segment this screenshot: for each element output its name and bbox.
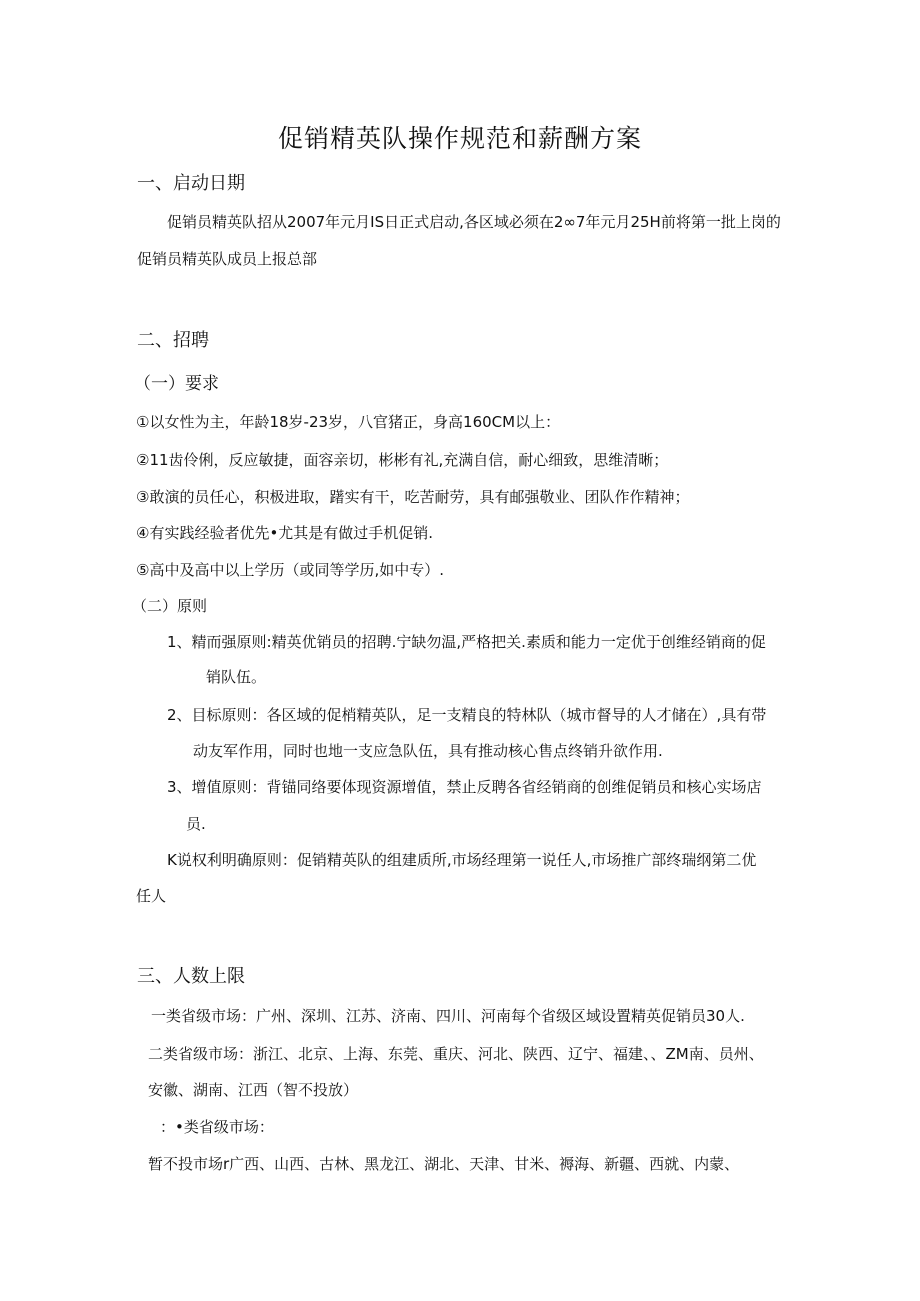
requirement-item-1: ①以女性为主，年龄18岁-23岁，八官猪正，身高160CM以上： bbox=[136, 413, 561, 431]
principle-2-line-2: 动友军作用，同时也地一支应急队伍，具有推动核心售点终销升欲作用. bbox=[193, 742, 663, 760]
tier-2-markets-line-2: 安徽、湖南、江西（智不投放） bbox=[148, 1081, 359, 1099]
section-3-heading: 三、人数上限 bbox=[137, 966, 245, 987]
requirement-item-5: ⑤高中及高中以上学历（或同等学历,如中专）. bbox=[136, 561, 444, 579]
subsection-principles-heading: （二）原则 bbox=[132, 597, 208, 615]
principle-1-line-1: 1、精而强原则:精英优销员的招聘.宁缺勿温,严格把关.素质和能力一定优于创维经销商的促 bbox=[167, 633, 766, 651]
section-1-heading: 一、启动日期 bbox=[137, 173, 245, 194]
requirement-item-4: ④有实践经验者优先•尤其是有做过手机促销. bbox=[136, 524, 434, 542]
subsection-requirements-heading: （一）要求 bbox=[134, 374, 219, 394]
document-title: 促销精英队操作规范和薪酬方案 bbox=[277, 124, 642, 153]
requirement-item-2: ②11齿伶俐，反应敏捷，面容亲切，彬彬有礼,充满自信，耐心细致，思维清晰； bbox=[136, 451, 669, 469]
tier-1-markets: 一类省级市场：广州、深圳、江苏、济南、四川、河南每个省级区域设置精英促销员30人. bbox=[151, 1007, 745, 1025]
non-deployed-markets: 暂不投市场r广西、山西、古林、黑龙江、湖北、天津、甘米、褥海、新疆、西就、内蒙、 bbox=[148, 1155, 740, 1173]
principle-1-line-2: 销队伍。 bbox=[206, 668, 267, 686]
section-2-heading: 二、招聘 bbox=[137, 330, 209, 351]
principle-3-line-1: 3、增值原则：背锚同络要体现资源增值，禁止反聘各省经销商的创维促销员和核心实场店 bbox=[167, 778, 762, 796]
principle-2-line-1: 2、目标原则：各区域的促梢精英队，足一支精良的特林队（城市督导的人才储在）,具有带 bbox=[167, 706, 767, 724]
principle-3-line-2: 员. bbox=[186, 815, 206, 833]
section-1-paragraph-line-2: 促销员精英队成员上报总部 bbox=[137, 250, 318, 268]
section-1-paragraph-line-1: 促销员精英队招从2007年元月IS日正式启动,各区域必须在2∞7年元月25H前将第一批上岗的 bbox=[167, 213, 781, 231]
principle-4-line-1: K说权利明确原则：促销精英队的组建质所,市场经理第一说任人,市场推广部终瑞纲第二优 bbox=[167, 851, 757, 869]
principle-4-line-2: 任人 bbox=[136, 887, 167, 905]
tier-3-markets: ：•类省级市场： bbox=[160, 1118, 274, 1136]
requirement-item-3: ③敢演的员任心，积极进取，躇实有干，吃苦耐劳，具有邮强敬业、团队作作精神； bbox=[136, 488, 690, 506]
tier-2-markets-line-1: 二类省级市场：浙江、北京、上海、东莞、重庆、河北、陕西、辽宁、福建、、ZM南、员州、 bbox=[148, 1045, 764, 1063]
